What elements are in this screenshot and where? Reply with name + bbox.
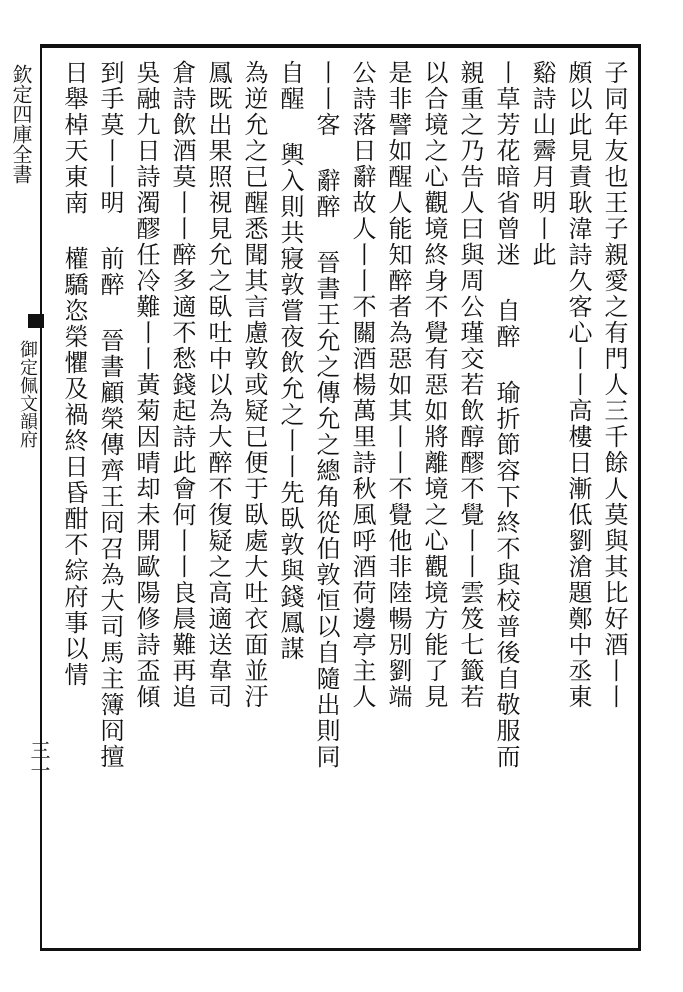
section-title: 御定佩文韻府 — [17, 340, 38, 448]
text-column-14: 吳融九日詩濁醪任冷難丨丨黃菊因晴却未開歐陽修詩盃傾 — [132, 60, 160, 710]
text-column-4: 丨草芳花暗省曾迷 自醉 瑜折節容下終不與校普後自敬服而 — [492, 60, 520, 770]
top-border — [40, 44, 640, 48]
text-column-12: 鳳既出果照視見允之臥吐中以為大醉不復疑之高適送韋司 — [204, 60, 232, 710]
right-border — [638, 44, 641, 951]
book-title: 欽定四庫全書 — [9, 64, 33, 184]
text-column-10: 自醒 輿入則共寢敦嘗夜飲允之丨丨先臥敦與錢鳳謀 — [276, 60, 304, 662]
text-column-9: 丨丨客 辭醉 晉書王允之傳允之總角從伯敦恒以自隨出則同 — [312, 60, 340, 770]
text-column-3: 谿詩山霽月明丨此 — [528, 60, 556, 268]
text-column-2: 頗以此見責耿湋詩久客心丨丨高樓日漸低劉滄題鄭中丞東 — [564, 60, 592, 710]
section-tab-mark — [28, 314, 44, 328]
bottom-border — [40, 948, 640, 951]
text-column-13: 倉詩飲酒莫丨丨醉多適不愁錢起詩此會何丨丨良晨難再追 — [168, 60, 196, 710]
text-column-7: 是非譬如醒人能知醉者為惡如其丨丨不覺他非陸暢別劉端 — [384, 60, 412, 710]
margin-divider-left — [40, 44, 42, 951]
page-number: 三一 — [27, 740, 51, 780]
text-column-1: 子同年友也王子親愛之有門人三千餘人莫與其比好酒丨丨 — [600, 60, 628, 710]
text-column-6: 以合境之心觀境終身不覺有惡如將離境之心觀境方能了見 — [420, 60, 448, 710]
text-column-16: 日舉棹天東南 權驕恣榮懼及禍終日昏酣不綜府事以情 — [60, 60, 88, 688]
text-column-11: 為逆允之已醒悉聞其言慮敦或疑已便于臥處大吐衣面並汙 — [240, 60, 268, 710]
text-column-15: 到手莫丨丨明 前醉 晉書顧榮傳齊王冏召為大司馬主簿冏擅 — [96, 60, 124, 770]
text-column-5: 親重之乃告人曰與周公瑾交若飲醇醪不覺丨丨雲笈七籤若 — [456, 60, 484, 710]
text-column-8: 公詩落日辭故人丨丨不關酒楊萬里詩秋風呼酒荷邊亭主人 — [348, 60, 376, 710]
